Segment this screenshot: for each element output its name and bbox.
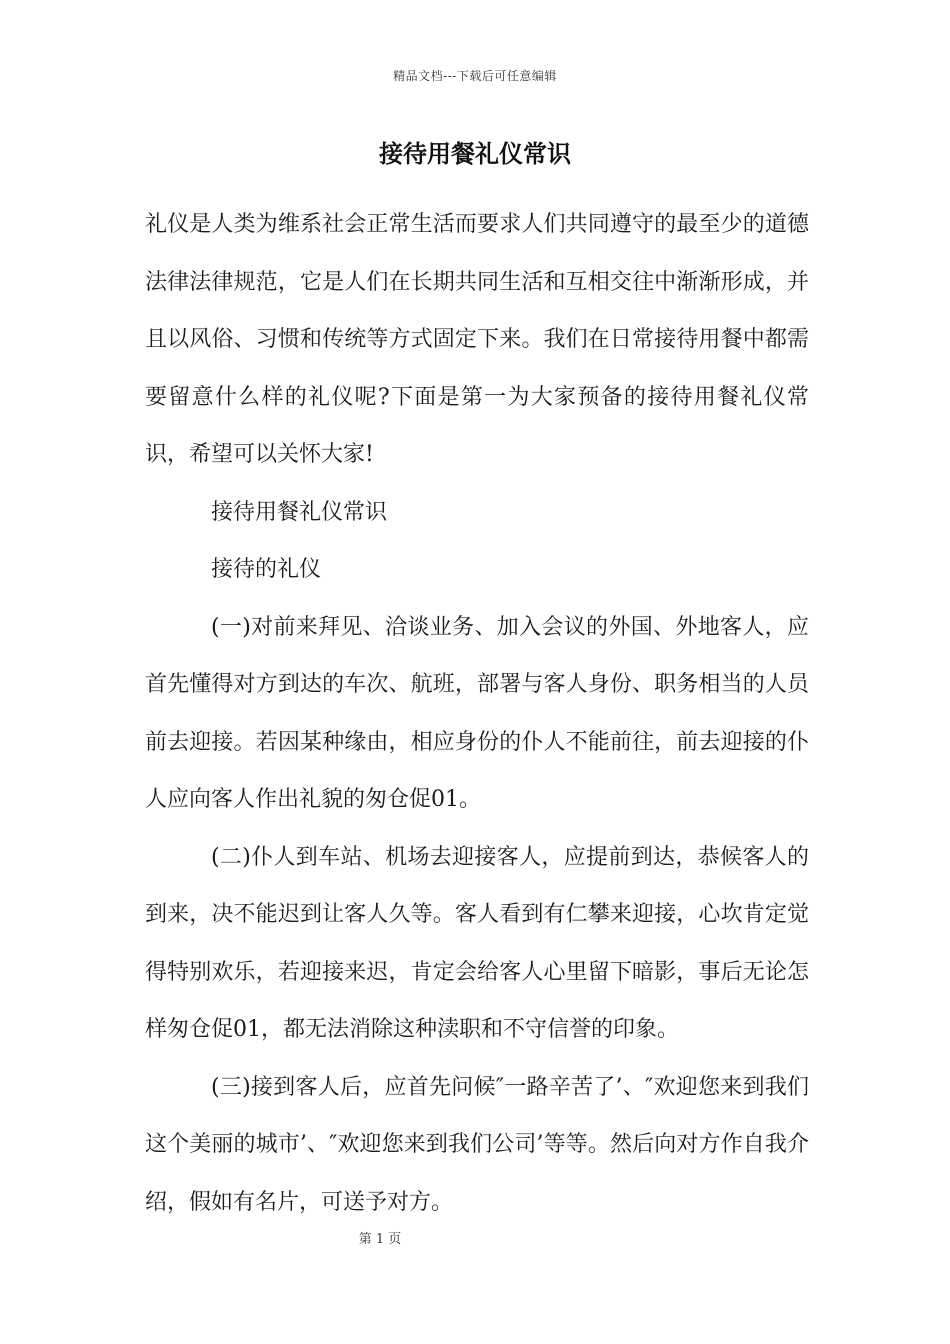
page-header-note: 精品文档---下载后可任意编辑 bbox=[393, 69, 557, 83]
document-body bbox=[145, 196, 809, 1231]
paragraph-item-1: (一)对前来拜见、洽谈业务、加入会议的外国、外地客人，应首先懂得对方到达的车次、航班，部署与客人身份、职务相当的人员前去迎接。若因某种缘由，相应身份的仆人不能前往，前去迎接的仆人应向客人作出礼貌的匆仓促01。 bbox=[145, 614, 809, 812]
intro-paragraph: 礼仪是人类为维系社会正常生活而要求人们共同遵守的最至少的道德法律法律规范，它是人们在长期共同生活和互相交往中渐渐形成，并且以风俗、习惯和传统等方式固定下来。我们在日常接待用餐中都需要留意什么样的礼仪呢?下面是第一为大家预备的接待用餐礼仪常识，希望可以关怀大家! bbox=[145, 212, 809, 467]
paragraph-item-3: (三)接到客人后，应首先问候″一路辛苦了’、″欢迎您来到我们这个美丽的城市’、″欢迎您来到我们公司’等等。然后向对方作自我介绍，假如有名片，可送予对方。 bbox=[145, 1074, 809, 1215]
page-number: 第 1 页 bbox=[358, 1232, 402, 1247]
section-heading: 接待用餐礼仪常识 bbox=[211, 499, 388, 525]
subsection-heading: 接待的礼仪 bbox=[211, 557, 322, 582]
paragraph-item-2: (二)仆人到车站、机场去迎接客人，应提前到达，恭候客人的到来，决不能迟到让客人久等。客人看到有仁攀来迎接，心坎肯定觉得特别欢乐，若迎接来迟，肯定会给客人心里留下暗影，事后无论怎样匆仓促01，都无法消除这种渎职和不守信誉的印象。 bbox=[145, 844, 809, 1042]
document-title: 接待用餐礼仪常识 bbox=[379, 139, 571, 168]
